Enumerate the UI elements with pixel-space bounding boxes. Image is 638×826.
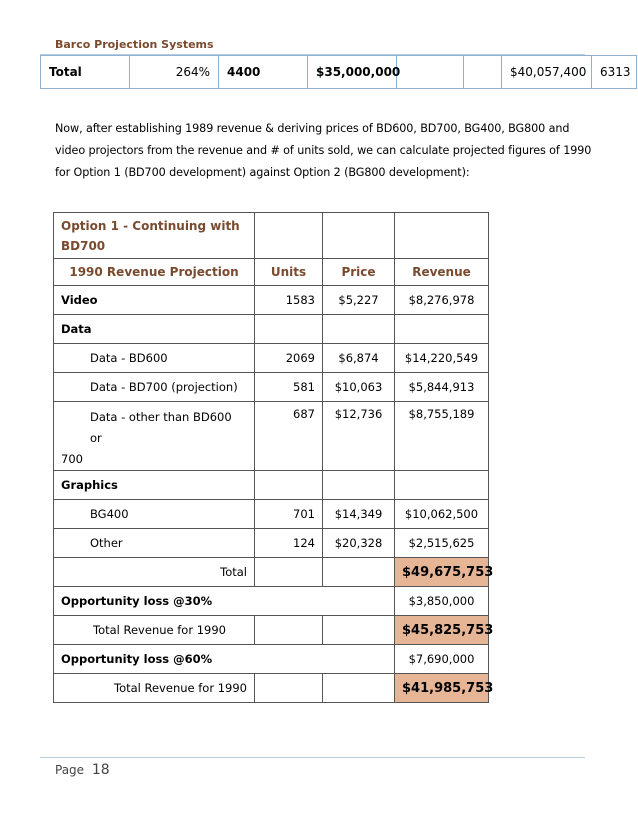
table-row	[54, 500, 489, 529]
table-row	[54, 616, 489, 645]
row-price: $14,349	[323, 500, 395, 529]
table-row	[54, 674, 489, 703]
header-revenue: Revenue	[395, 259, 489, 286]
page-footer	[55, 762, 110, 778]
total-revenue-2: $40,057,400	[502, 56, 592, 89]
section-label: Graphics	[54, 471, 255, 500]
total-empty-cell	[464, 56, 502, 89]
row-revenue: $8,755,189	[395, 402, 489, 471]
header-units: Units	[255, 259, 323, 286]
section-label: Data	[54, 315, 255, 344]
body-paragraph: Now, after establishing 1989 revenue & deriving prices of BD600, BD700, BG400, BG800 and video projectors from the revenue and # of units sold, we can calculate projected figures of 1990 for Option 1 (BD700 development) against Option 2 (BG800 development):	[55, 122, 592, 179]
row-revenue: $10,062,500	[395, 500, 489, 529]
row-label: Video	[54, 286, 255, 315]
row-units: 687	[255, 402, 323, 471]
row-label: Data - BD600	[54, 344, 255, 373]
row-units: 701	[255, 500, 323, 529]
row-price: $10,063	[323, 373, 395, 402]
option1-revenue-table	[53, 212, 494, 703]
total-units: 4400	[219, 56, 308, 89]
table-row	[54, 402, 489, 471]
table-row	[54, 373, 489, 402]
document-header-title: Barco Projection Systems	[55, 38, 214, 51]
table-row	[54, 645, 489, 674]
option-title: Option 1 - Continuing with BD700	[54, 213, 255, 259]
row-price: $12,736	[323, 402, 395, 471]
header-price: Price	[323, 259, 395, 286]
row-label	[54, 402, 255, 471]
page-number: 18	[91, 762, 110, 778]
total-revenue: $35,000,000	[308, 56, 397, 89]
row-revenue: $14,220,549	[395, 344, 489, 373]
page-label: Page	[55, 763, 85, 777]
total-label: Total	[41, 56, 130, 89]
table-row	[54, 286, 489, 315]
row-price: $20,328	[323, 529, 395, 558]
row-units: 124	[255, 529, 323, 558]
total-percent: 264%	[130, 56, 219, 89]
total-row-label: Total	[54, 558, 255, 587]
total-revenue-30-value: $45,825,753	[395, 616, 489, 645]
table-row	[54, 587, 489, 616]
row-label-line2: 700	[61, 452, 83, 466]
total-empty-cell	[397, 56, 464, 89]
row-units: 2069	[255, 344, 323, 373]
previous-table-total-row	[40, 55, 637, 89]
footer-divider	[40, 757, 585, 758]
table-row	[54, 529, 489, 558]
header-projection: 1990 Revenue Projection	[54, 259, 255, 286]
row-price: $5,227	[323, 286, 395, 315]
opportunity-loss-60-label: Opportunity loss @60%	[54, 645, 395, 674]
opportunity-loss-30-label: Opportunity loss @30%	[54, 587, 395, 616]
row-revenue: $8,276,978	[395, 286, 489, 315]
total-row-revenue: $49,675,753	[395, 558, 489, 587]
row-units: 581	[255, 373, 323, 402]
table-row	[54, 344, 489, 373]
row-label: Other	[54, 529, 255, 558]
opportunity-loss-60-value: $7,690,000	[395, 645, 489, 674]
total-revenue-60-label: Total Revenue for 1990	[54, 674, 255, 703]
total-units-2: 6313	[592, 56, 637, 89]
row-revenue: $2,515,625	[395, 529, 489, 558]
row-label: BG400	[54, 500, 255, 529]
row-revenue: $5,844,913	[395, 373, 489, 402]
row-label: Data - BD700 (projection)	[54, 373, 255, 402]
row-price: $6,874	[323, 344, 395, 373]
table-row	[54, 315, 489, 344]
table-row	[54, 471, 489, 500]
total-revenue-60-value: $41,985,753	[395, 674, 489, 703]
opportunity-loss-30-value: $3,850,000	[395, 587, 489, 616]
row-label-line1: Data - other than BD600 or	[90, 410, 232, 445]
row-units: 1583	[255, 286, 323, 315]
table-row	[54, 558, 489, 587]
total-revenue-30-label: Total Revenue for 1990	[54, 616, 255, 645]
